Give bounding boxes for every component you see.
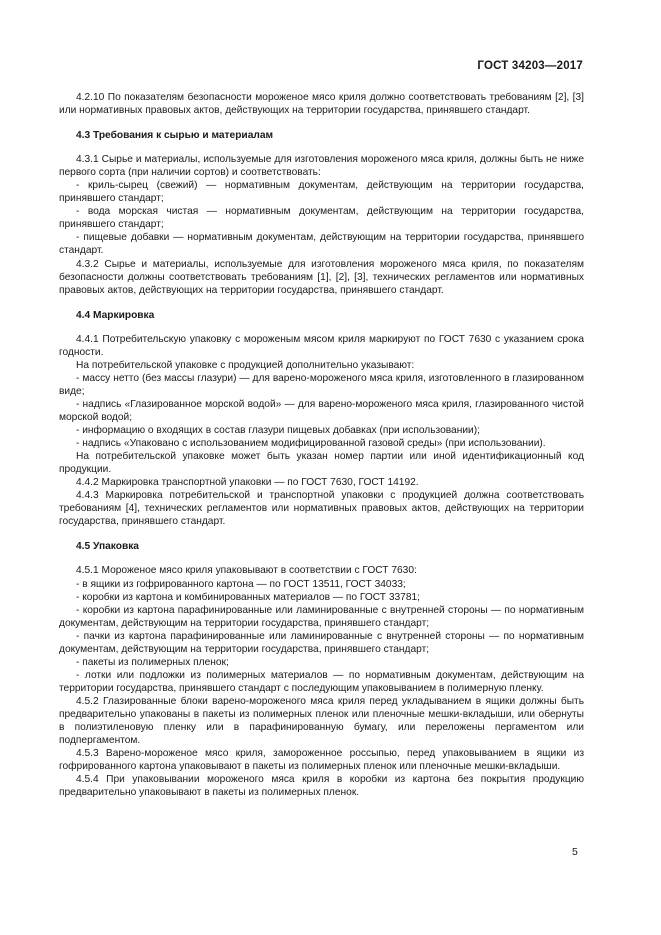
- list-item: - лотки или подложки из полимерных материалов — по нормативным документам, действующим на территории государства, принявшего стандарт с последующим упаковыванием в полимерную пленку.: [59, 669, 584, 694]
- list-item: - пачки из картона парафинированные или ламинированные с внутренней стороны — по нормативным документам, действующим на территории государства, принявшего стандарт;: [59, 630, 584, 655]
- clause-4-4-3: 4.4.3 Маркировка потребительской и транспортной упаковки с продукцией должна соответствовать требованиям [4], технических регламентов или нормативных правовых актов, действующих на территории государства, принявшего стандарт.: [59, 490, 584, 528]
- list-item: - вода морская чистая — нормативным документам, действующим на территории государства, принявшего стандарт;: [59, 206, 584, 231]
- list-item: - в ящики из гофрированного картона — по ГОСТ 13511, ГОСТ 34033;: [76, 578, 406, 590]
- section-heading-4-5: 4.5 Упаковка: [76, 541, 139, 553]
- clause-4-4-2: 4.4.2 Маркировка транспортной упаковки — по ГОСТ 7630, ГОСТ 14192.: [76, 477, 419, 489]
- section-heading-4-4: 4.4 Маркировка: [76, 309, 155, 321]
- list-item: - коробки из картона парафинированные или ламинированные с внутренней стороны — по нормативным документам, действующим на территории государства, принявшего стандарт;: [59, 604, 584, 629]
- list-item: - коробки из картона и комбинированных материалов — по ГОСТ 33781;: [76, 591, 420, 603]
- clause-4-5-3: 4.5.3 Варено-мороженое мясо криля, замороженное россыпью, перед упаковыванием в ящики из гофрированного картона упаковывают в пакеты из полимерных пленок или пленочные мешки-вкладыши.: [59, 748, 584, 773]
- section-heading-4-3: 4.3 Требования к сырью и материалам: [76, 130, 274, 142]
- document-body: [59, 91, 584, 799]
- list-item: - надпись «Упаковано с использованием модифицированной газовой среды» (при использовании).: [76, 438, 546, 450]
- list-item: - надпись «Глазированное морской водой» — для варено-мороженого мяса криля, глазированного чистой морской водой;: [59, 398, 584, 423]
- clause-4-5-4: 4.5.4 При упаковывании мороженого мяса криля в коробки из картона без покрытия продукцию предварительно упаковывают в пакеты из полимерных пленок.: [59, 774, 584, 799]
- clause-4-4-1: 4.4.1 Потребительскую упаковку с мороженым мясом криля маркируют по ГОСТ 7630 с указанием срока годности.: [59, 333, 584, 358]
- list-item: - информацию о входящих в состав глазури пищевых добавках (при использовании);: [76, 425, 480, 437]
- list-item: - массу нетто (без массы глазури) — для варено-мороженого мяса криля, изготовленного в глазированном виде;: [59, 372, 584, 397]
- page-number: 5: [572, 846, 578, 858]
- list-item: - криль-сырец (свежий) — нормативным документам, действующим на территории государства, принявшего стандарт;: [59, 180, 584, 205]
- list-item: - пищевые добавки — нормативным документам, действующим на территории государства, принявшего стандарт.: [59, 232, 584, 257]
- clause-4-5-2: 4.5.2 Глазированные блоки варено-мороженого мяса криля перед укладыванием в ящики должны быть предварительно упакованы в пакеты из полимерных пленок или пленочные мешки-вкладыши, или обернуты в полиэтиленовую пленку или в парафинированную бумагу, или переложены пергаментом или подпергаментом.: [59, 695, 584, 747]
- clause-4-2-10: 4.2.10 По показателям безопасности мороженое мясо криля должно соответствовать требованиям [2], [3] или нормативных правовых актов, действующих на территории государства, принявшего стандарт.: [59, 92, 584, 117]
- clause-4-3-1: 4.3.1 Сырье и материалы, используемые для изготовления мороженого мяса криля, должны быть не ниже первого сорта (при наличии сортов) и соответствовать:: [59, 154, 584, 179]
- paragraph: На потребительской упаковке может быть указан номер партии или иной идентификационный код продукции.: [59, 451, 584, 476]
- clause-4-3-2: 4.3.2 Сырье и материалы, используемые для изготовления мороженого мяса криля, по показателям безопасности должны соответствовать требованиям [1], [2], [3], технических регламентов или нормативных правовых актов, действующих на территории государства, принявшего стандарт.: [59, 258, 584, 296]
- list-item: - пакеты из полимерных пленок;: [76, 656, 229, 668]
- document-code: ГОСТ 34203—2017: [477, 60, 583, 72]
- paragraph: На потребительской упаковке с продукцией дополнительно указывают:: [76, 359, 415, 371]
- clause-4-5-1: 4.5.1 Мороженое мясо криля упаковывают в соответствии с ГОСТ 7630:: [76, 565, 417, 577]
